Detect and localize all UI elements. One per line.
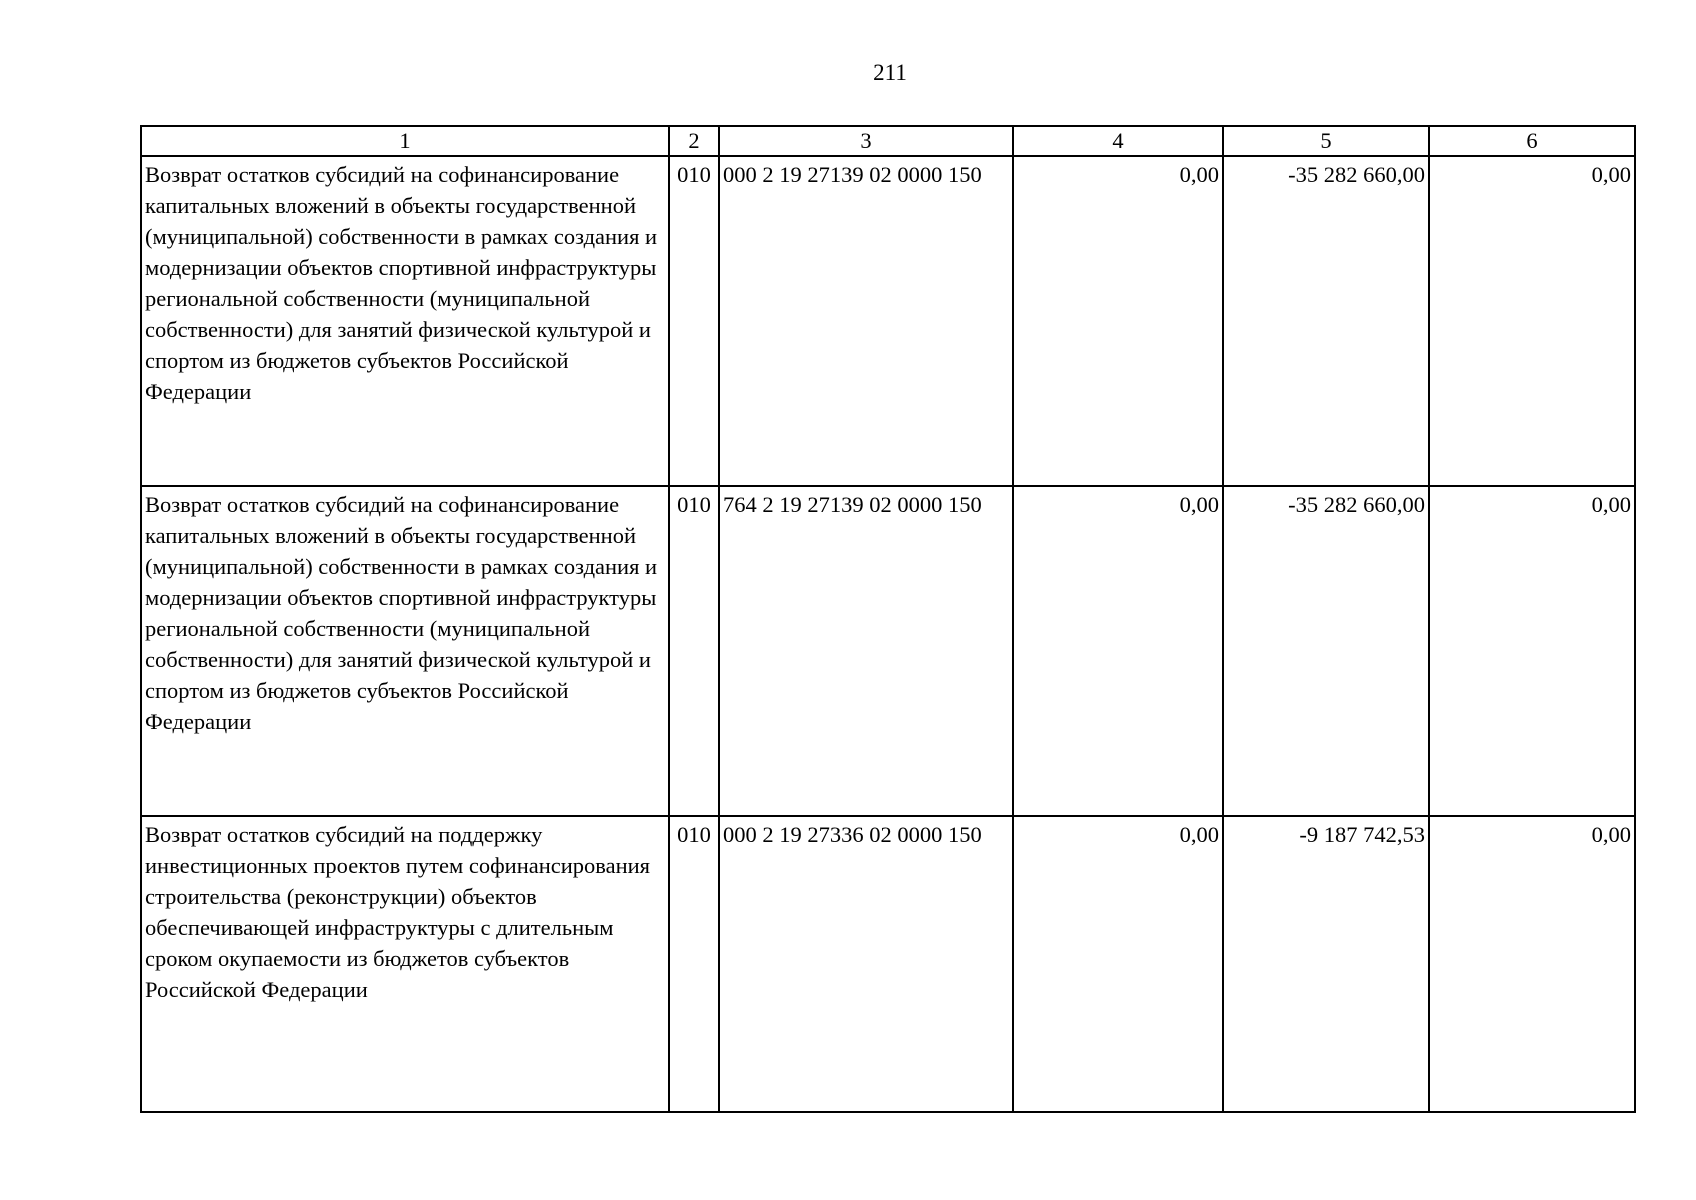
- row-value-col4: 0,00: [1013, 156, 1223, 486]
- row-description: Возврат остатков субсидий на поддержку инвестиционных проектов путем софинансирования строительства (реконструкции) объектов обеспечивающей инфраструктуры с длительным сроком окупаемости из бюджетов субъектов Российской Федерации: [141, 816, 669, 1112]
- row-value-col5: -35 282 660,00: [1223, 486, 1429, 816]
- row-value-col4: 0,00: [1013, 486, 1223, 816]
- row-budget-code: 764 2 19 27139 02 0000 150: [719, 486, 1013, 816]
- row-budget-code: 000 2 19 27139 02 0000 150: [719, 156, 1013, 486]
- row-line-code: 010: [669, 816, 719, 1112]
- column-header: 4: [1013, 126, 1223, 156]
- row-value-col4: 0,00: [1013, 816, 1223, 1112]
- row-line-code: 010: [669, 486, 719, 816]
- row-value-col6: 0,00: [1429, 816, 1635, 1112]
- table-row: [141, 486, 1635, 816]
- column-header: 3: [719, 126, 1013, 156]
- column-header: 5: [1223, 126, 1429, 156]
- row-value-col6: 0,00: [1429, 486, 1635, 816]
- row-description: Возврат остатков субсидий на софинансирование капитальных вложений в объекты государственной (муниципальной) собственности в рамках создания и модернизации объектов спортивной инфраструктуры региональной собственности (муниципальной собственности) для занятий физической культурой и спортом из бюджетов субъектов Российской Федерации: [141, 486, 669, 816]
- row-line-code: 010: [669, 156, 719, 486]
- row-budget-code: 000 2 19 27336 02 0000 150: [719, 816, 1013, 1112]
- column-header: 2: [669, 126, 719, 156]
- column-header: 1: [141, 126, 669, 156]
- row-value-col5: -9 187 742,53: [1223, 816, 1429, 1112]
- row-value-col6: 0,00: [1429, 156, 1635, 486]
- column-header: 6: [1429, 126, 1635, 156]
- table-header-row: [141, 126, 1635, 156]
- row-description: Возврат остатков субсидий на софинансирование капитальных вложений в объекты государственной (муниципальной) собственности в рамках создания и модернизации объектов спортивной инфраструктуры региональной собственности (муниципальной собственности) для занятий физической культурой и спортом из бюджетов субъектов Российской Федерации: [141, 156, 669, 486]
- page-number: 211: [873, 60, 907, 85]
- table-row: [141, 156, 1635, 486]
- budget-table: [140, 125, 1636, 1113]
- row-value-col5: -35 282 660,00: [1223, 156, 1429, 486]
- table-row: [141, 816, 1635, 1112]
